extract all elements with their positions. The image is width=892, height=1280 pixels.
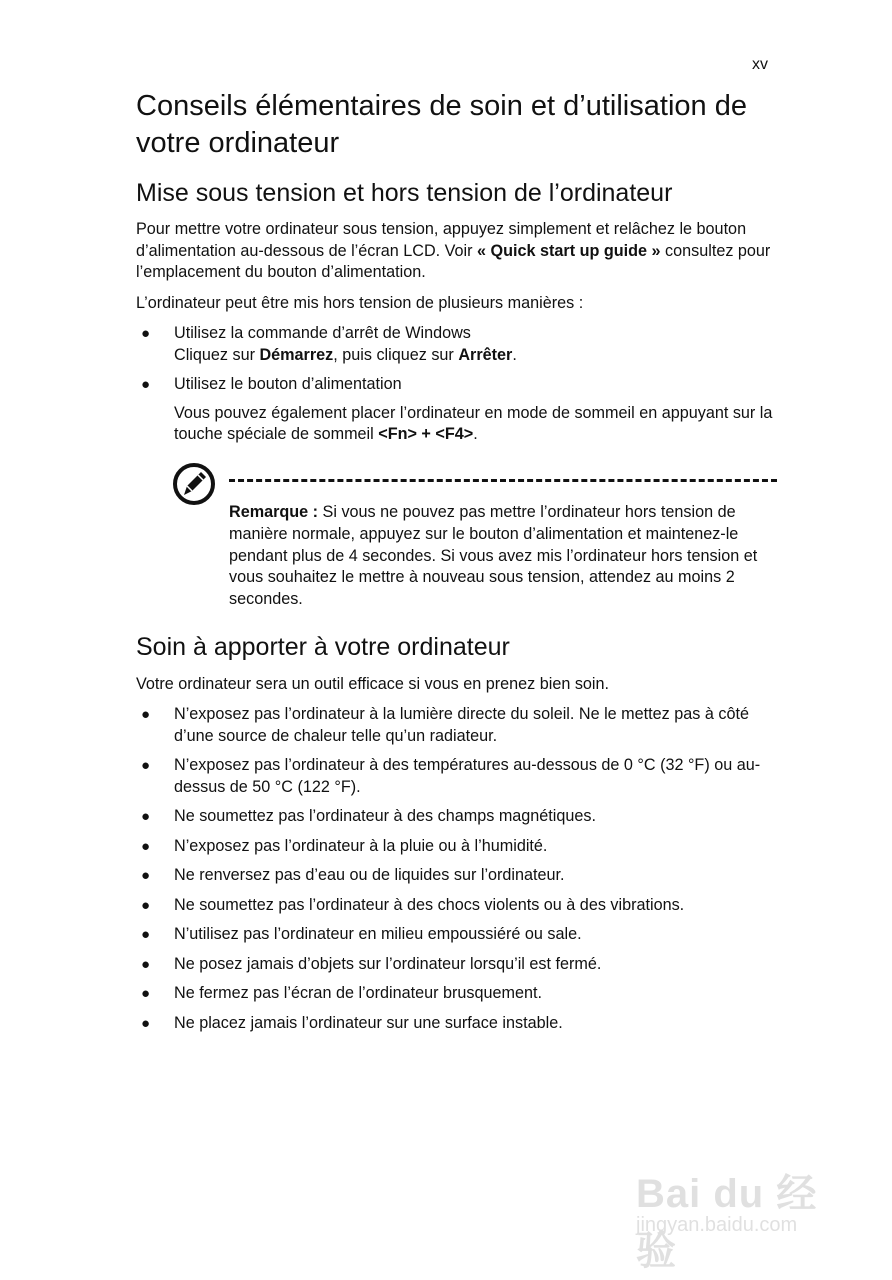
list-item	[136, 865, 786, 887]
bullet-subtext-b: , puis cliquez sur	[333, 345, 459, 364]
bullet-subtext	[174, 403, 786, 446]
bullet-text: Ne renversez pas d’eau ou de liquides sur l’ordinateur.	[174, 866, 565, 884]
list-item	[136, 836, 786, 858]
quick-start-guide-reference: « Quick start up guide »	[477, 241, 661, 260]
note-label: Remarque :	[229, 503, 319, 521]
bullet-text: N’exposez pas l’ordinateur à la pluie ou à l’humidité.	[174, 836, 548, 855]
list-item	[136, 895, 786, 917]
section-heading-power: Mise sous tension et hors tension de l’ordinateur	[136, 179, 673, 207]
bullet-text: N’utilisez pas l’ordinateur en milieu empoussiéré ou sale.	[174, 925, 582, 943]
list-item	[136, 374, 786, 446]
bullet-icon: ●	[141, 985, 151, 1002]
bullet-icon: ●	[141, 1014, 151, 1032]
power-on-paragraph	[136, 219, 786, 284]
bullet-text: N’exposez pas l’ordinateur à la lumière directe du soleil. Ne le mettez pas à côté d’une source de chaleur telle qu’un radiateur.	[174, 705, 749, 745]
bullet-icon: ●	[141, 867, 151, 884]
sleep-text-b: .	[473, 425, 478, 443]
power-on-text-b: consultez pour l’emplacement du bouton d’alimentation.	[136, 241, 771, 281]
shutdown-label: Arrêter	[458, 345, 513, 364]
bullet-subtext	[174, 345, 786, 367]
page-title: Conseils élémentaires de soin et d’utilisation de votre ordinateur	[136, 90, 747, 159]
list-item	[136, 806, 786, 828]
bullet-icon: ●	[141, 706, 151, 723]
watermark-url: jingyan.baidu.com	[636, 1214, 798, 1236]
bullet-text: Ne soumettez pas l’ordinateur à des chocs violents ou à des vibrations.	[174, 895, 685, 914]
section-heading-care: Soin à apporter à votre ordinateur	[136, 633, 510, 661]
care-intro: Votre ordinateur sera un outil efficace si vous en prenez bien soin.	[136, 675, 610, 693]
bullet-text: Utilisez le bouton d’alimentation	[174, 375, 402, 393]
watermark-logo: Bai du 经验	[636, 1172, 818, 1273]
bullet-text: Ne fermez pas l’écran de l’ordinateur brusquement.	[174, 984, 543, 1002]
bullet-icon: ●	[141, 896, 151, 914]
list-item	[136, 755, 786, 798]
list-item	[136, 954, 786, 976]
note-divider	[229, 479, 777, 482]
bullet-text: Ne posez jamais d’objets sur l’ordinateur lorsqu’il est fermé.	[174, 954, 602, 973]
note-text: Si vous ne pouvez pas mettre l’ordinateur hors tension de manière normale, appuyez sur le bouton d’alimentation et maintenez-le pendant plus de 4 secondes. Si vous avez mis l’ordinateur hors tension et vous souhaitez le mettre à nouveau sous tension, attendez au moins 2 secondes.	[229, 503, 758, 609]
note-pen-icon	[172, 462, 216, 506]
sleep-text-a: Vous pouvez également placer l’ordinateur en mode de sommeil en appuyant sur la touche spéciale de sommeil	[174, 403, 773, 443]
start-menu-label: Démarrez	[259, 345, 334, 364]
page-number: xv	[752, 56, 768, 73]
sleep-hotkey: <Fn> + <F4>	[378, 425, 474, 443]
bullet-text: Ne soumettez pas l’ordinateur à des champs magnétiques.	[174, 807, 597, 825]
note-box	[229, 502, 769, 611]
list-item	[136, 1013, 786, 1035]
list-item	[136, 983, 786, 1005]
bullet-text: N’exposez pas l’ordinateur à des températures au-dessous de 0 °C (32 °F) ou au-dessus de 50 °C (122 °F).	[174, 756, 761, 796]
power-on-text-a: Pour mettre votre ordinateur sous tension, appuyez simplement et relâchez le bouton d’alimentation au-dessous de l’écran LCD. Voir	[136, 220, 747, 260]
bullet-subtext-a: Cliquez sur	[174, 345, 260, 364]
bullet-icon: ●	[141, 955, 151, 973]
bullet-icon: ●	[141, 325, 151, 342]
baidu-jingyan-watermark	[636, 1148, 846, 1273]
bullet-text: Utilisez la commande d’arrêt de Windows	[174, 324, 471, 342]
bullet-text: Ne placez jamais l’ordinateur sur une surface instable.	[174, 1013, 563, 1032]
list-item	[136, 323, 786, 366]
list-item	[136, 924, 786, 946]
bullet-icon: ●	[141, 926, 151, 943]
power-off-methods-list	[136, 323, 786, 446]
bullet-icon: ●	[141, 757, 151, 774]
bullet-icon: ●	[141, 808, 151, 825]
care-tips-list	[136, 704, 786, 1034]
power-off-intro: L’ordinateur peut être mis hors tension de plusieurs manières :	[136, 294, 584, 312]
bullet-subtext-c: .	[512, 345, 517, 364]
list-item	[136, 704, 786, 747]
bullet-icon: ●	[141, 376, 151, 393]
bullet-icon: ●	[141, 837, 151, 855]
